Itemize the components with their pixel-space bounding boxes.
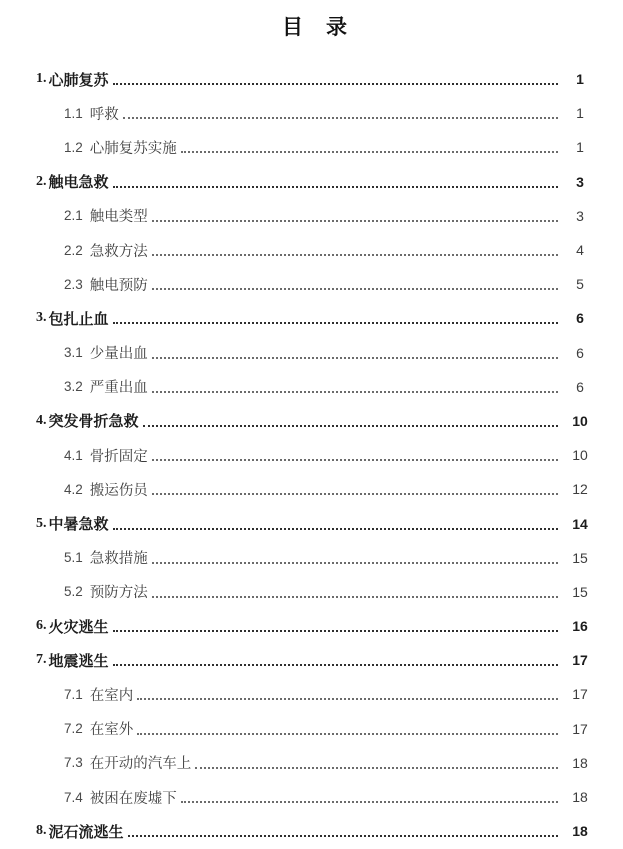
toc-entry-label: 呼救: [89, 106, 119, 123]
toc-entry-number: 5.2: [64, 584, 83, 600]
toc-entry-number: 2.3: [64, 276, 83, 292]
dot-leader: [137, 733, 558, 735]
toc-entry-page: 10: [572, 412, 588, 429]
toc-entry-label: 搬运伤员: [89, 482, 148, 499]
toc-entry-label: 中暑急救: [48, 516, 109, 534]
toc-entry-label: 少量出血: [89, 346, 148, 363]
toc-entry-number: 2.2: [64, 242, 83, 258]
toc-entry-page: 1: [576, 105, 584, 122]
toc-entry-number: 7.2: [64, 721, 83, 737]
toc-entry-number: 7.3: [64, 755, 83, 771]
dot-leader: [195, 767, 558, 769]
toc-entry-label: 心肺复苏: [48, 71, 109, 89]
dot-leader: [137, 698, 558, 700]
toc-entry: [36, 233, 594, 267]
toc-entry-number: 4.1: [64, 447, 83, 463]
toc-entry-page: 17: [572, 686, 588, 703]
toc-entry-number: 3.: [36, 310, 47, 326]
toc-entry: [36, 575, 594, 609]
dot-leader: [181, 151, 558, 153]
toc-entry: [36, 404, 594, 438]
toc-entry-label: 触电类型: [89, 209, 148, 226]
toc-entry: [36, 62, 594, 96]
dot-leader: [113, 186, 558, 188]
toc-entry-number: 6.: [36, 618, 47, 634]
dot-leader: [152, 459, 558, 461]
dot-leader: [113, 83, 558, 85]
toc-entry-page: 16: [572, 618, 588, 635]
toc-entry-number: 2.: [36, 173, 47, 189]
toc-entry-label: 泥石流逃生: [48, 823, 124, 841]
toc-entry-page: 17: [572, 720, 588, 737]
toc-entry: [36, 438, 594, 472]
dot-leader: [123, 117, 558, 119]
dot-leader: [113, 528, 558, 530]
toc-entry-label: 触电急救: [48, 174, 109, 192]
toc-entry-page: 10: [572, 447, 588, 464]
dot-leader: [152, 220, 558, 222]
toc-entry: [36, 301, 594, 335]
toc-entry-label: 预防方法: [89, 585, 148, 602]
toc-entry-label: 在开动的汽车上: [89, 756, 192, 773]
dot-leader: [152, 357, 558, 359]
toc-entry-number: 1.1: [64, 105, 83, 121]
dot-leader: [152, 562, 558, 564]
toc-entry-label: 触电预防: [89, 277, 148, 294]
toc-entry: [36, 814, 594, 848]
toc-entry-page: 14: [572, 515, 588, 532]
toc-entry: [36, 267, 594, 301]
toc-entry: [36, 541, 594, 575]
toc-title: 目 录: [282, 15, 348, 39]
toc-entry-number: 1.: [36, 71, 47, 87]
toc-entry: [36, 677, 594, 711]
toc-entry-label: 在室外: [89, 722, 134, 739]
toc-entry-page: 4: [576, 242, 584, 259]
toc-entry-label: 突发骨折急救: [48, 413, 139, 431]
toc-entry-page: 6: [576, 310, 584, 327]
toc-entry-number: 2.1: [64, 208, 83, 224]
toc-entry: [36, 472, 594, 506]
toc-entry-label: 被困在废墟下: [89, 790, 177, 807]
toc-entry-number: 4.2: [64, 481, 83, 497]
toc-entry-label: 火灾逃生: [48, 618, 109, 636]
toc-entry-label: 严重出血: [89, 380, 148, 397]
toc-entry-page: 6: [576, 344, 584, 361]
toc-entry: [36, 130, 594, 164]
dot-leader: [143, 425, 558, 427]
toc-entry-label: 包扎止血: [48, 310, 109, 328]
toc-entry-number: 1.2: [64, 139, 83, 155]
toc-entry-page: 1: [576, 71, 584, 88]
toc-entry-page: 3: [576, 207, 584, 224]
toc-entry: [36, 165, 594, 199]
toc-entry: [36, 336, 594, 370]
toc-entry-label: 心肺复苏实施: [89, 140, 177, 157]
toc-entry-label: 地震逃生: [48, 652, 109, 670]
dot-leader: [113, 664, 558, 666]
toc-entry-page: 18: [572, 789, 588, 806]
toc-entry: [36, 643, 594, 677]
toc-entry-page: 6: [576, 378, 584, 395]
toc-entry: [36, 712, 594, 746]
toc-entry-page: 18: [572, 823, 588, 840]
toc-entry-number: 7.4: [64, 789, 83, 805]
toc-entry-page: 12: [572, 481, 588, 498]
toc-entry-number: 8.: [36, 823, 47, 839]
toc-entry-number: 7.1: [64, 686, 83, 702]
toc-entry-page: 5: [576, 276, 584, 293]
dot-leader: [152, 254, 558, 256]
toc-entry: [36, 780, 594, 814]
dot-leader: [113, 630, 558, 632]
toc-entry: [36, 506, 594, 540]
toc-entry: [36, 96, 594, 130]
toc-entry-number: 5.1: [64, 550, 83, 566]
toc-entry: [36, 199, 594, 233]
toc-entry-label: 在室内: [89, 687, 134, 704]
dot-leader: [152, 596, 558, 598]
toc-entry-label: 骨折固定: [89, 448, 148, 465]
toc-entry-page: 17: [572, 652, 588, 669]
toc-entry-number: 5.: [36, 515, 47, 531]
toc-list: [36, 62, 594, 848]
toc-entry-page: 1: [576, 139, 584, 156]
toc-entry-label: 急救方法: [89, 243, 148, 260]
dot-leader: [113, 322, 558, 324]
toc-entry-number: 3.1: [64, 345, 83, 361]
dot-leader: [152, 391, 558, 393]
toc-entry-number: 3.2: [64, 379, 83, 395]
toc-entry-number: 7.: [36, 652, 47, 668]
toc-entry-label: 急救措施: [89, 551, 148, 568]
dot-leader: [181, 801, 558, 803]
dot-leader: [152, 288, 558, 290]
toc-entry: [36, 370, 594, 404]
toc-entry-page: 15: [572, 583, 588, 600]
toc-entry: [36, 609, 594, 643]
toc-entry-number: 4.: [36, 412, 47, 428]
toc-entry-page: 18: [572, 754, 588, 771]
toc-entry-page: 15: [572, 549, 588, 566]
dot-leader: [128, 835, 558, 837]
toc-entry: [36, 746, 594, 780]
toc-entry-page: 3: [576, 173, 584, 190]
dot-leader: [152, 493, 558, 495]
